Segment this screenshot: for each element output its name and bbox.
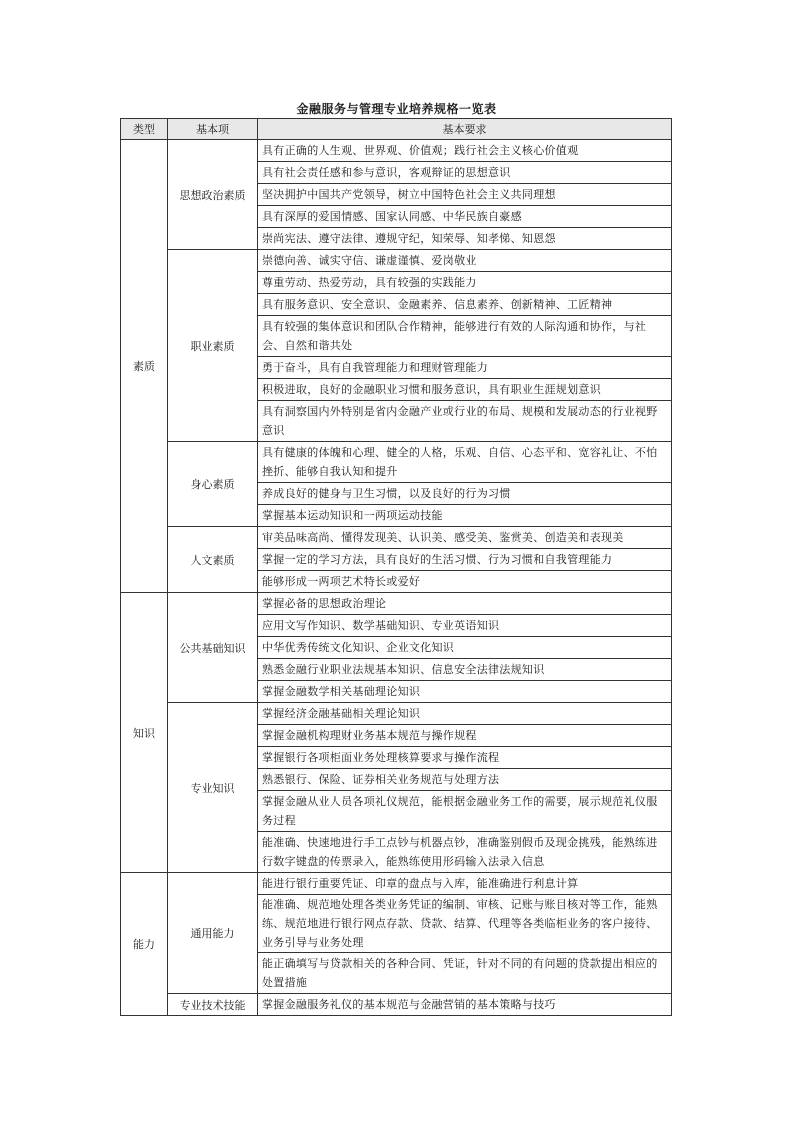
requirement-cell: 熟悉金融行业职业法规基本知识、信息安全法律法规知识	[258, 659, 672, 681]
requirement-cell: 崇尚宪法、遵守法律、遵规守纪，知荣辱、知孝悌、知恩怨	[258, 228, 672, 250]
requirement-cell: 掌握一定的学习方法，具有良好的生活习惯、行为习惯和自我管理能力	[258, 549, 672, 571]
item-cell: 公共基础知识	[168, 593, 258, 703]
header-type: 类型	[121, 119, 168, 140]
requirement-cell: 掌握金融服务礼仪的基本规范与金融营销的基本策略与技巧	[258, 994, 672, 1016]
requirement-cell: 具有服务意识、安全意识、金融素养、信息素养、创新精神、工匠精神	[258, 294, 672, 316]
item-cell: 人文素质	[168, 527, 258, 593]
table-row	[121, 703, 672, 725]
page-title: 金融服务与管理专业培养规格一览表	[296, 102, 497, 116]
type-cell: 能力	[121, 873, 168, 1016]
item-cell: 思想政治素质	[168, 140, 258, 250]
requirement-cell: 掌握经济金融基础相关理论知识	[258, 703, 672, 725]
item-cell: 专业技术技能	[168, 994, 258, 1016]
requirement-cell: 能进行银行重要凭证、印章的盘点与入库，能准确进行利息计算	[258, 873, 672, 895]
requirement-cell: 勇于奋斗，具有自我管理能力和理财管理能力	[258, 357, 672, 379]
requirement-cell: 坚决拥护中国共产党领导，树立中国特色社会主义共同理想	[258, 184, 672, 206]
requirement-cell: 能准确、快速地进行手工点钞与机器点钞，准确鉴别假币及现金挑残，能熟练进行数字键盘的传票录入，能熟练使用形码输入法录入信息	[258, 832, 672, 873]
table-row	[121, 250, 672, 272]
table-row	[121, 994, 672, 1016]
table-row	[121, 140, 672, 162]
item-cell: 通用能力	[168, 873, 258, 994]
requirement-cell: 养成良好的健身与卫生习惯，以及良好的行为习惯	[258, 483, 672, 505]
training-spec-table	[120, 118, 672, 1016]
type-cell: 素质	[121, 140, 168, 593]
requirement-cell: 应用文写作知识、数学基础知识、专业英语知识	[258, 615, 672, 637]
requirement-cell: 审美品味高尚、懂得发现美、认识美、感受美、鉴赏美、创造美和表现美	[258, 527, 672, 549]
requirement-cell: 尊重劳动、热爱劳动，具有较强的实践能力	[258, 272, 672, 294]
requirement-cell: 具有社会责任感和参与意识，客观辩证的思想意识	[258, 162, 672, 184]
item-cell: 身心素质	[168, 442, 258, 527]
table-body	[121, 140, 672, 1016]
header-item: 基本项	[168, 119, 258, 140]
requirement-cell: 中华优秀传统文化知识、企业文化知识	[258, 637, 672, 659]
requirement-cell: 具有深厚的爱国情感、国家认同感、中华民族自豪感	[258, 206, 672, 228]
requirement-cell: 掌握金融从业人员各项礼仪规范，能根据金融业务工作的需要，展示规范礼仪服务过程	[258, 791, 672, 832]
requirement-cell: 熟悉银行、保险、证券相关业务规范与处理方法	[258, 769, 672, 791]
type-cell: 知识	[121, 593, 168, 873]
requirement-cell: 掌握金融数学相关基础理论知识	[258, 681, 672, 703]
requirement-cell: 掌握必备的思想政治理论	[258, 593, 672, 615]
table-row	[121, 527, 672, 549]
requirement-cell: 积极进取，良好的金融职业习惯和服务意识，具有职业生涯规划意识	[258, 379, 672, 401]
requirement-cell: 具有正确的人生观、世界观、价值观；践行社会主义核心价值观	[258, 140, 672, 162]
item-cell: 职业素质	[168, 250, 258, 442]
table-row	[121, 873, 672, 895]
requirement-cell: 能够形成一两项艺术特长或爱好	[258, 571, 672, 593]
item-cell: 专业知识	[168, 703, 258, 873]
requirement-cell: 具有健康的体魄和心理、健全的人格，乐观、自信、心态平和、宽容礼让、不怕挫折、能够自我认知和提升	[258, 442, 672, 483]
requirement-cell: 掌握金融机构理财业务基本规范与操作规程	[258, 725, 672, 747]
requirement-cell: 能正确填写与贷款相关的各种合同、凭证，针对不同的有问题的贷款提出相应的处置措施	[258, 953, 672, 994]
table-header-row	[121, 119, 672, 140]
requirement-cell: 能准确、规范地处理各类业务凭证的编制、审核、记账与账目核对等工作，能熟练、规范地进行银行网点存款、贷款、结算、代理等各类临柜业务的客户接待、业务引导与业务处理	[258, 895, 672, 953]
requirement-cell: 具有洞察国内外特别是省内金融产业或行业的布局、规模和发展动态的行业视野意识	[258, 401, 672, 442]
requirement-cell: 掌握基本运动知识和一两项运动技能	[258, 505, 672, 527]
table-row	[121, 593, 672, 615]
table-row	[121, 442, 672, 483]
header-requirement: 基本要求	[258, 119, 672, 140]
requirement-cell: 具有较强的集体意识和团队合作精神，能够进行有效的人际沟通和协作，与社会、自然和谐共处	[258, 316, 672, 357]
requirement-cell: 崇德向善、诚实守信、谦虚谨慎、爱岗敬业	[258, 250, 672, 272]
requirement-cell: 掌握银行各项柜面业务处理核算要求与操作流程	[258, 747, 672, 769]
